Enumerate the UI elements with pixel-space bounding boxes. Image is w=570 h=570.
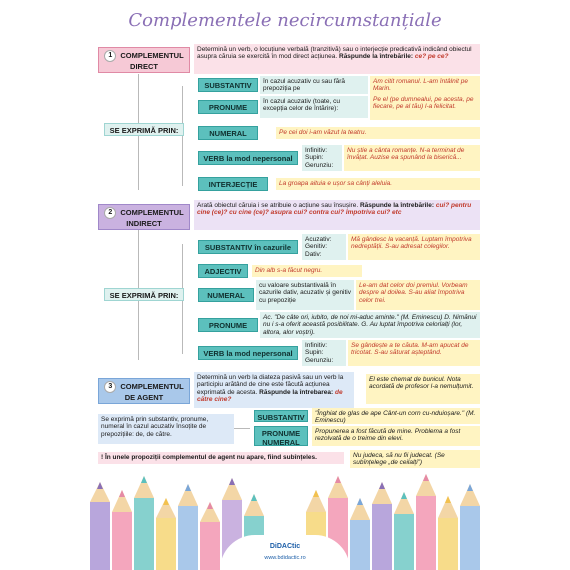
s3-row-1-type: PRONUME NUMERAL	[254, 426, 308, 446]
s1-se-exprima: SE EXPRIMĂ PRIN:	[104, 123, 184, 136]
brand-logo[interactable]	[220, 535, 350, 570]
s1-definition: Determină un verb, o locuțiune verbală (tranzitivă) sau o interjecție predicativă indicând obiectul asupra căruia se exercită în mod direct acțiunea.	[197, 46, 472, 61]
s2-row-0-ex: Mă gândesc la vacanță. Luptam împotriva nedreptății. S-au adresat colegilor.	[348, 234, 480, 260]
s3-connector	[234, 428, 250, 429]
s1-question: ce? pe ce?	[414, 53, 449, 61]
s1-heading-text: COMPLEMENTUL DIRECT	[120, 50, 184, 71]
s2-row-1-ex: Din alb s-a făcut negru.	[252, 265, 362, 277]
s1-row-0-ex: Am citit romanul. L-am întâlnit pe Marin.	[370, 76, 480, 94]
s1-branch-line	[182, 86, 183, 186]
s1-row-0-type: SUBSTANTIV	[198, 78, 258, 92]
s2-question-label: Răspunde la întrebările:	[359, 202, 435, 209]
s2-row-4-type: VERB la mod nepersonal	[198, 346, 298, 360]
s1-row-3-type: VERB la mod nepersonal	[198, 151, 298, 165]
poster	[70, 0, 500, 570]
s3-question-label: Răspunde la întrebarea:	[259, 388, 334, 396]
brand-url[interactable]: www.bdidactic.ro	[264, 555, 306, 561]
s2-row-3-type: PRONUME	[198, 318, 258, 332]
s3-heading-text: COMPLEMENTUL DE AGENT	[120, 381, 184, 402]
s1-row-2-type: NUMERAL	[198, 126, 258, 140]
s1-row-0-desc: în cazul acuzativ cu sau fără prepoziția pe	[260, 76, 368, 94]
s2-number: 2	[104, 207, 116, 219]
s2-row-0-type: SUBSTANTIV în cazurile	[198, 240, 298, 254]
s3-example-side: El este chemat de bunicul. Nota acordată de profesor l-a nemulțumit.	[366, 374, 480, 404]
s3-heading	[98, 378, 190, 404]
s3-definition: Determină un verb la diateza pasivă sau un verb la participiu arătând de cine este făcută acțiunea exprimată de acesta.	[197, 374, 344, 396]
s1-row-4-type: INTERJECȚIE	[198, 177, 268, 191]
s2-row-4-desc: Infinitiv: Supin: Gerunziu:	[302, 340, 346, 366]
s1-definition-box	[194, 44, 480, 74]
brand-name: DiDACtic	[269, 543, 301, 550]
s3-note-example: Nu judeca, să nu fii judecat. (Se subînțelege „de ceilalți”)	[350, 450, 480, 468]
s1-question-label: Răspunde la întrebările:	[339, 53, 414, 61]
s1-row-1-type: PRONUME	[198, 100, 258, 114]
s2-row-3-desc: Ac. "De câte ori, iubito, de noi mi-aduc aminte." (M. Eminescu) D. Nimănui nu i s-a oferit această posibilitate. G. Au luptat împotriva celorlalți (lor, altora, alor voștri).	[260, 312, 480, 338]
s1-row-1-desc: în cazul acuzativ (toate, cu excepția celor de întărire):	[260, 96, 368, 118]
s3-question: de către cine?	[197, 388, 343, 404]
s2-row-0-desc: Acuzativ: Genitiv: Dativ:	[302, 234, 346, 260]
s1-row-3-desc: Infinitiv: Supin: Gerunziu:	[302, 145, 342, 171]
s2-definition-box	[194, 200, 480, 230]
s3-row-1-ex: Propunerea a fost făcută de mine. Problema a fost rezolvată de o treime din elevi.	[312, 426, 480, 446]
s1-number: 1	[104, 50, 116, 62]
s2-row-2-ex: Le-am dat celor doi premiul. Vorbeam despre al doilea. S-au aliat împotriva celor trei.	[356, 280, 480, 310]
s3-definition-box	[194, 372, 354, 408]
s3-number: 3	[104, 381, 116, 393]
s2-heading	[98, 204, 190, 230]
s3-row-0-type: SUBSTANTIV	[254, 410, 308, 422]
s2-row-1-type: ADJECTIV	[198, 264, 248, 278]
s1-row-4-ex: La groapa aituia e ușor sa cânți aleluia.	[276, 178, 480, 190]
s2-question: cui? pentru cine (ce)? cu cine (ce)? asupra cui? contra cui? împotriva cui? etc	[197, 202, 472, 217]
s2-se-exprima: SE EXPRIMĂ PRIN:	[104, 288, 184, 301]
s2-heading-text: COMPLEMENTUL INDIRECT	[120, 207, 184, 228]
s2-row-2-type: NUMERAL	[198, 288, 254, 302]
page-title: Complementele necircumstanțiale	[128, 10, 442, 31]
s3-note: ! În unele propoziții complementul de agent nu apare, fiind subînțeles.	[98, 452, 344, 464]
s2-definition: Arată obiectul căruia i se atribuie o acțiune sau însușire.	[197, 202, 359, 209]
s1-row-2-ex: Pe cei doi i-am văzut la teatru.	[276, 127, 480, 139]
s3-expression: Se exprimă prin substantiv, pronume, numeral în cazul acuzativ însoțite de prepozițiile: de, de către.	[98, 414, 234, 444]
s1-heading	[98, 47, 190, 73]
s3-row-0-ex: "Înghiat de glas de ape Cânt-un corn cu-nduioșare." (M. Eminescu)	[312, 408, 480, 424]
s1-row-3-ex: Nu știe a cânta romanțe. N-a terminat de învățat. Auzise ea spunând la biserică...	[344, 145, 480, 171]
s1-row-1-ex: Pe el (pe dumnealui, pe acesta, pe fiecare, pe al tău) l-a felicitat.	[370, 94, 480, 120]
s2-row-2-desc: cu valoare substantivală în cazurile dativ, acuzativ și genitiv cu prepoziție	[256, 280, 354, 310]
s2-row-4-ex: Se gândește a te căuta. M-am apucat de tricotat. S-au săturat așteptând.	[348, 340, 480, 366]
